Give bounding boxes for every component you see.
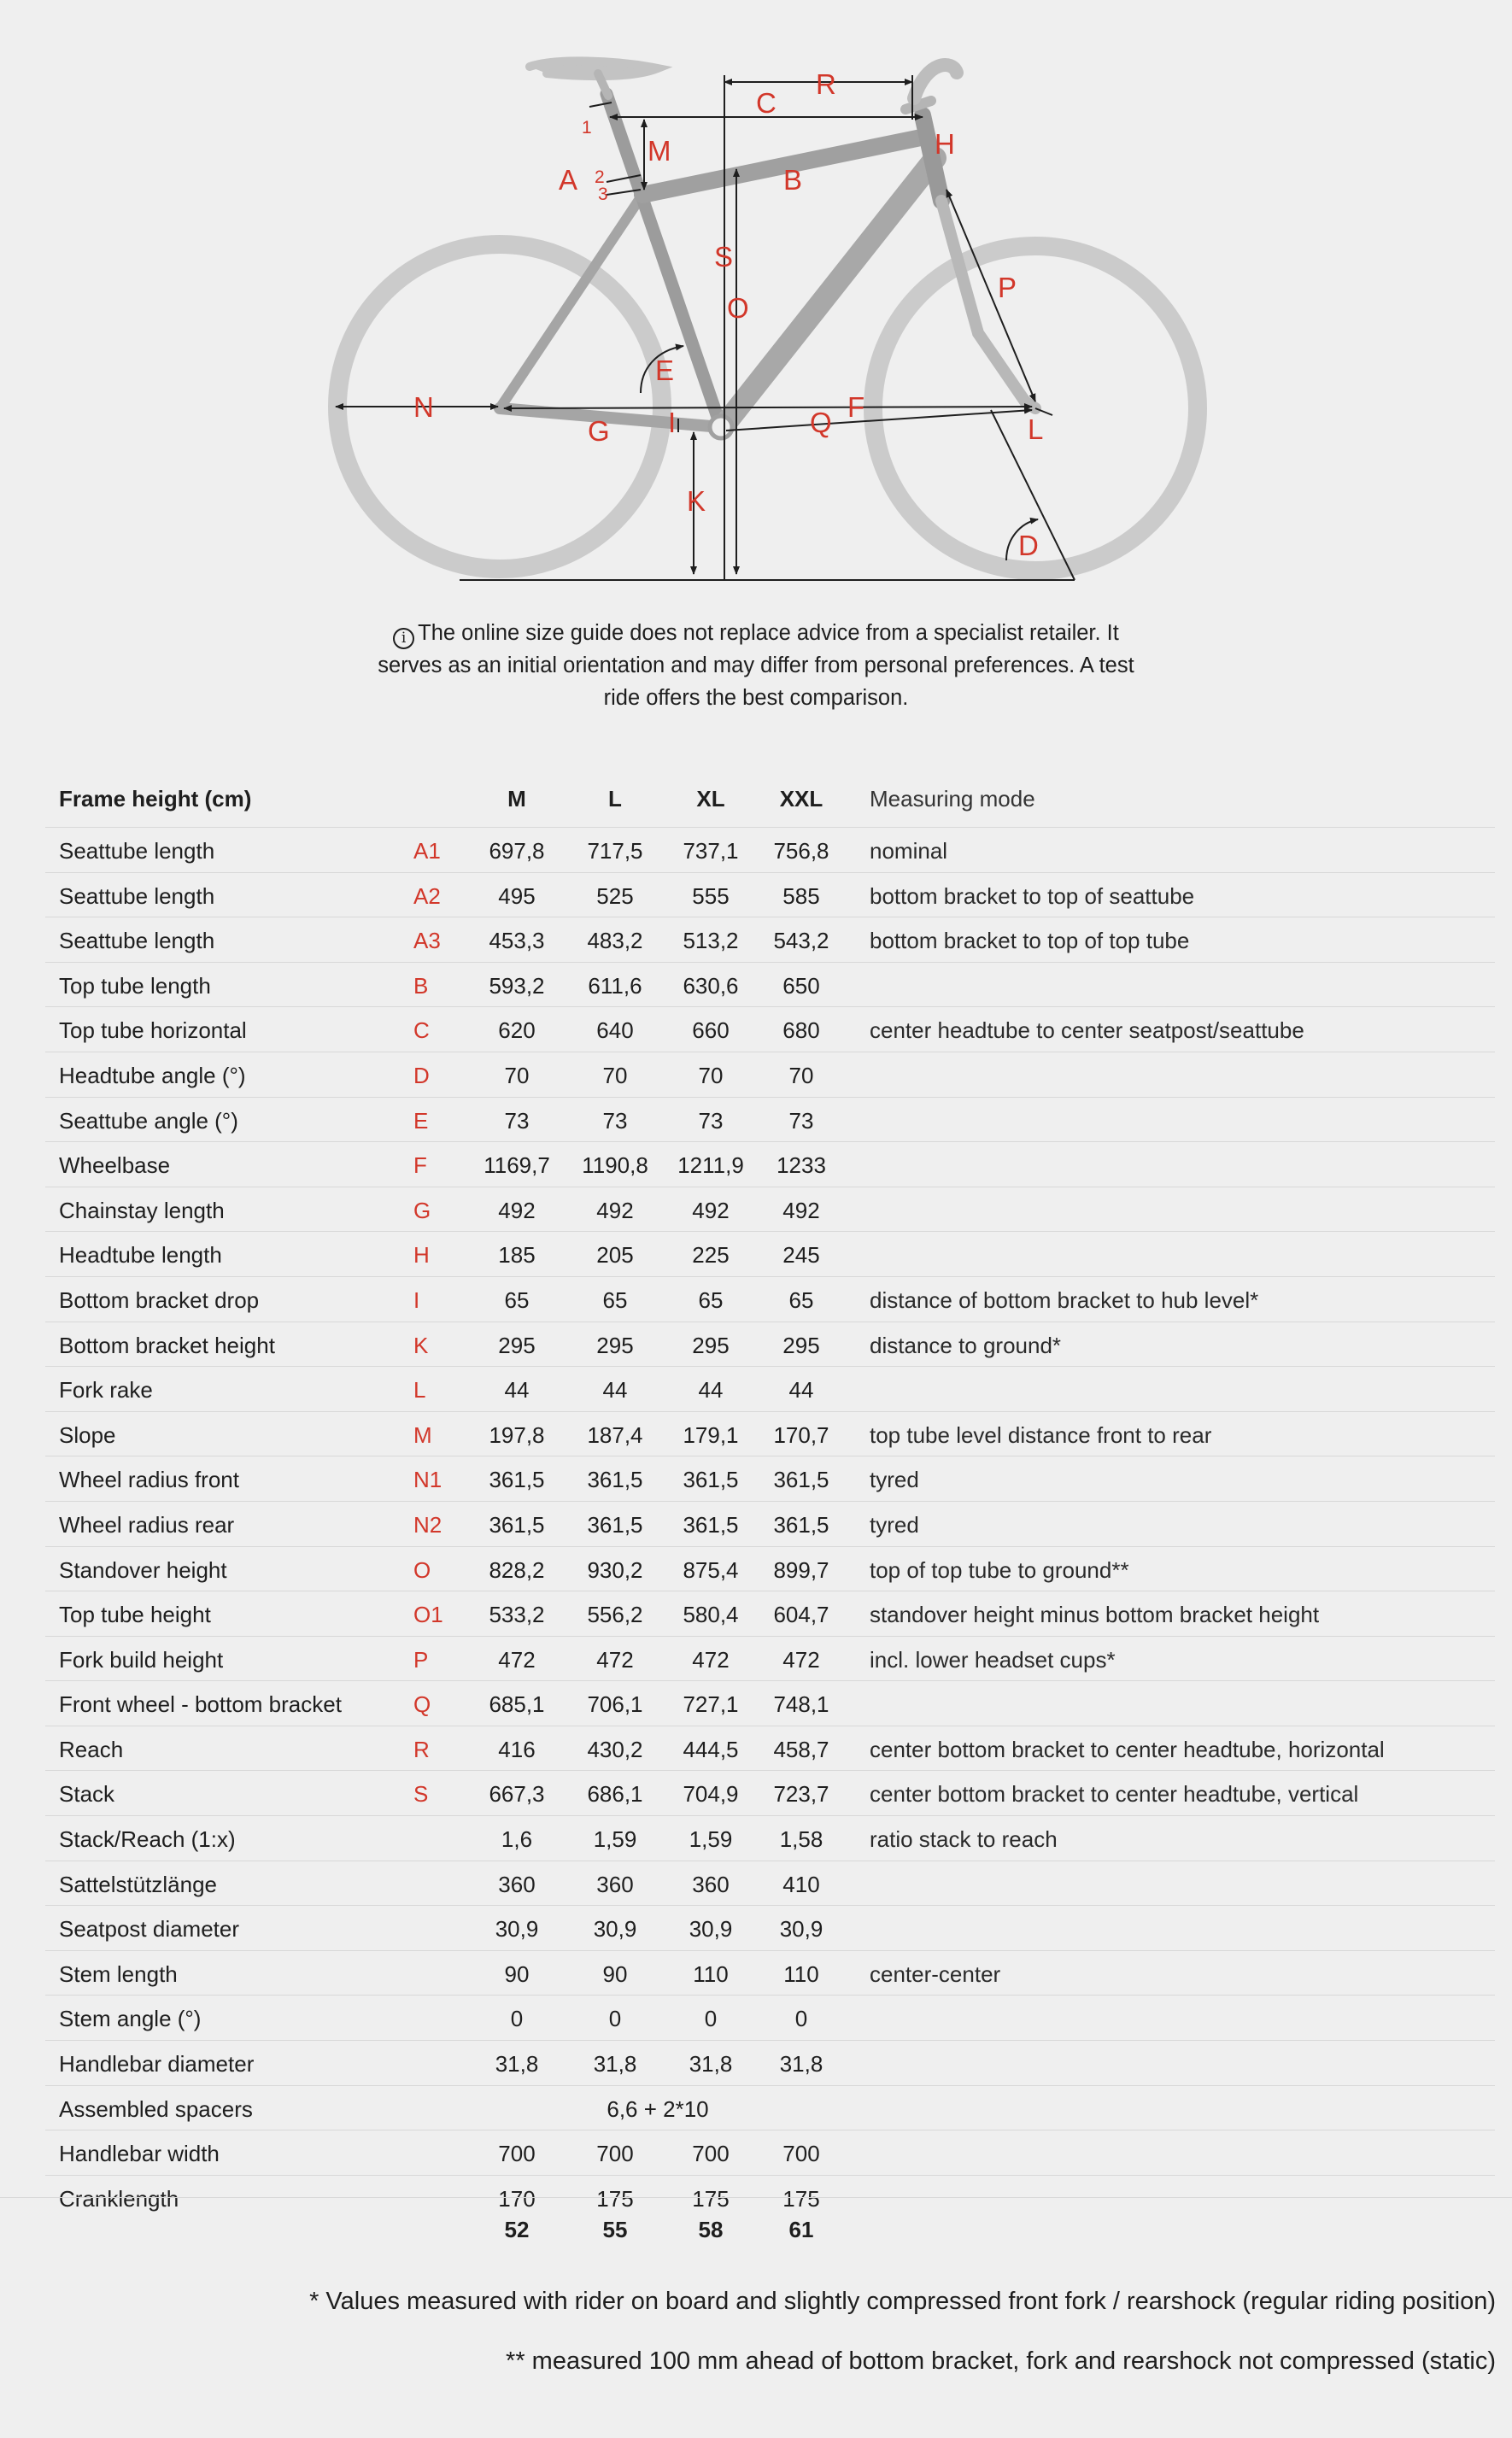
row-value-m: 65 [504,1286,530,1313]
row-label: Fork rake [59,1377,153,1404]
label-B: B [783,164,803,196]
row-value-m: 0 [510,2006,524,2032]
row-label: Assembled spacers [59,2095,253,2122]
row-value-l: 175 [596,2185,634,2212]
row-value-m: 73 [504,1107,530,1134]
table-header [0,777,1512,823]
label-O: O [727,292,749,324]
row-value-l: 73 [602,1107,628,1134]
label-H: H [935,128,955,160]
row-code: N1 [413,1467,442,1493]
label-1: 1 [582,118,592,138]
label-N: N [413,391,434,423]
row-value-xl: 700 [692,2141,730,2167]
row-mode: distance to ground* [870,1332,1062,1358]
frame-size-totals-row [0,2197,1512,2241]
row-label: Chainstay length [59,1197,225,1223]
row-value-xxl: 472 [782,1646,820,1673]
table-row [45,1366,1495,1411]
row-value-l: 65 [602,1286,628,1313]
row-label: Top tube height [59,1602,211,1628]
table-row [45,1905,1495,1950]
row-value-xxl: 1,58 [779,1826,823,1853]
row-value-l: 483,2 [587,928,643,954]
row-value-m: 453,3 [489,928,545,954]
table-row [45,1950,1495,1996]
row-value-l: 361,5 [587,1467,643,1493]
table-row [45,1322,1495,1367]
row-value-l: 492 [596,1197,634,1223]
row-code: D [413,1062,430,1088]
row-code: P [413,1646,429,1673]
row-value-l: 44 [602,1377,628,1404]
label-L: L [1028,413,1044,445]
row-mode: distance of bottom bracket to hub level* [870,1286,1259,1313]
row-mode: center headtube to center seatpost/seattube [870,1017,1304,1044]
row-value-xxl: 65 [788,1286,814,1313]
row-value-xl: 1211,9 [677,1152,744,1179]
row-value-l: 717,5 [587,838,643,864]
table-row [45,1770,1495,1815]
row-value-l: 611,6 [588,972,642,999]
notice-text: The online size guide does not replace advice from a specialist retailer. It serves as an initial orientation and may differ from personal preferences. A test ride offers the best comparison. [378,621,1134,710]
row-mode: center-center [870,1960,1001,1987]
row-value-xxl: 899,7 [773,1556,829,1583]
row-value-l: 525 [596,882,634,909]
row-mode: tyred [870,1511,919,1538]
row-value-l: 700 [596,2141,634,2167]
row-value-m: 170 [498,2185,536,2212]
row-value-xl: 444,5 [683,1736,739,1762]
row-value-xxl: 650 [782,972,820,999]
row-value-xxl: 700 [782,2141,820,2167]
table-row [45,1052,1495,1097]
row-value-xl: 44 [698,1377,724,1404]
label-E: E [655,355,675,386]
row-label: Wheel radius front [59,1467,239,1493]
table-row [45,962,1495,1007]
row-value-xl: 660 [692,1017,730,1044]
row-value-xxl: 245 [782,1242,820,1269]
label-G: G [588,415,610,447]
row-value-xxl: 295 [782,1332,820,1358]
row-label: Bottom bracket height [59,1332,275,1358]
label-P: P [998,272,1017,303]
row-value-xxl: 31,8 [779,2051,823,2078]
row-code: M [413,1421,432,1448]
row-value-l: 1190,8 [582,1152,648,1179]
row-mode: nominal [870,838,948,864]
table-row [45,1546,1495,1591]
row-value-xl: 361,5 [683,1511,739,1538]
label-Q: Q [810,407,832,438]
total-l: 55 [602,2217,628,2242]
row-mode: ratio stack to reach [870,1826,1058,1853]
row-value-l: 1,59 [593,1826,637,1853]
total-xxl: 61 [788,2217,814,2242]
row-value-m: 31,8 [495,2051,539,2078]
row-value-m: 361,5 [489,1467,545,1493]
row-mode: center bottom bracket to center headtube, horizontal [870,1736,1385,1762]
row-label: Headtube length [59,1242,222,1269]
row-value-xl: 0 [704,2006,718,2032]
label-D: D [1018,530,1039,561]
row-label: Front wheel - bottom bracket [59,1691,342,1718]
footnote-double-asterisk: ** measured 100 mm ahead of bottom bracket, fork and rearshock not compressed (static) [506,2347,1496,2375]
row-label: Top tube horizontal [59,1017,247,1044]
row-value-l: 706,1 [587,1691,643,1718]
row-label: Reach [59,1736,124,1762]
table-row [45,2130,1495,2175]
row-value-xl: 360 [692,1871,730,1897]
geometry-table [0,827,1512,2219]
row-value-xl: 175 [692,2185,730,2212]
label-I: I [668,407,677,438]
row-value-xxl: 585 [782,882,820,909]
row-mode: incl. lower headset cups* [870,1646,1116,1673]
row-code: O [413,1556,431,1583]
row-code: I [413,1286,420,1313]
row-label: Headtube angle (°) [59,1062,246,1088]
header-size-xl: XL [696,786,725,812]
total-xl: 58 [698,2217,724,2242]
row-value-m: 361,5 [489,1511,545,1538]
table-row [45,2085,1495,2130]
label-C: C [756,87,777,119]
row-value-xxl: 0 [794,2006,808,2032]
row-value-m: 197,8 [489,1421,545,1448]
label-K: K [687,485,706,517]
table-row [45,1411,1495,1456]
row-code: K [413,1332,429,1358]
header-size-xxl: XXL [779,786,823,812]
table-row [45,872,1495,917]
row-value-l: 90 [602,1960,628,1987]
row-value-l: 295 [596,1332,634,1358]
label-A: A [559,164,578,196]
table-row [45,1680,1495,1726]
row-value-xxl: 110 [783,1960,819,1987]
header-measuring-mode: Measuring mode [870,786,1035,812]
table-row [45,1006,1495,1052]
row-value-xl: 31,8 [689,2051,733,2078]
row-code: L [413,1377,426,1404]
label-2: 2 [595,167,605,187]
row-value-xxl: 1233 [777,1152,826,1179]
table-row [45,1591,1495,1636]
row-value-xxl: 70 [788,1062,814,1088]
row-value-l: 31,8 [593,2051,637,2078]
row-code: Q [413,1691,431,1718]
row-value-m: 360 [498,1871,536,1897]
row-code: A3 [413,928,441,954]
row-label: Fork build height [59,1646,224,1673]
label-F: F [847,391,865,423]
row-value-xl: 875,4 [683,1556,739,1583]
row-value-m: 70 [504,1062,530,1088]
row-label: Seattube length [59,928,215,954]
row-value-xl: 1,59 [689,1826,733,1853]
label-M: M [648,135,671,167]
row-code: N2 [413,1511,442,1538]
row-value-l: 361,5 [587,1511,643,1538]
row-value-xxl: 175 [782,2185,820,2212]
row-value-xl: 555 [692,882,730,909]
label-R: R [816,68,836,100]
row-code: A2 [413,882,441,909]
row-value-xxl: 361,5 [773,1467,829,1493]
table-row [45,1726,1495,1771]
header-size-l: L [608,786,622,812]
row-value-m: 620 [498,1017,536,1044]
row-value-xxl: 723,7 [773,1781,829,1808]
row-code: C [413,1017,430,1044]
row-label: Handlebar width [59,2141,220,2167]
row-value-xl: 704,9 [683,1781,739,1808]
row-value-l: 686,1 [587,1781,643,1808]
row-value-m: 90 [504,1960,530,1987]
row-value-m: 667,3 [489,1781,545,1808]
table-row [45,1456,1495,1501]
row-value-xxl: 492 [782,1197,820,1223]
row-label: Wheel radius rear [59,1511,235,1538]
row-value-xxl: 30,9 [779,1916,823,1943]
row-value-xl: 737,1 [683,838,739,864]
row-mode: bottom bracket to top of top tube [870,928,1190,954]
row-value-m: 492 [498,1197,536,1223]
row-value-m: 533,2 [489,1602,545,1628]
row-value-xl: 472 [692,1646,730,1673]
row-value-xl: 630,6 [683,972,739,999]
footnote-single-asterisk: * Values measured with rider on board and slightly compressed front fork / rearshock (regular riding position) [309,2288,1496,2315]
row-mode: center bottom bracket to center headtube, vertical [870,1781,1359,1808]
row-value-l: 30,9 [593,1916,637,1943]
table-row [45,827,1495,872]
size-guide-notice [372,617,1140,714]
row-label: Wheelbase [59,1152,171,1179]
row-value-xl: 295 [692,1332,730,1358]
row-mode: bottom bracket to top of seattube [870,882,1195,909]
row-value-xxl: 680 [782,1017,820,1044]
row-value-xl: 225 [692,1242,730,1269]
table-row [45,1097,1495,1142]
label-S: S [714,241,734,273]
row-value-xxl: 756,8 [773,838,829,864]
table-row [45,1995,1495,2040]
row-value-xl: 73 [698,1107,724,1134]
row-value-m: 44 [504,1377,530,1404]
row-value-m: 185 [498,1242,536,1269]
row-code: O1 [413,1602,443,1628]
row-value-xxl: 44 [788,1377,814,1404]
row-value-xl: 179,1 [683,1421,739,1448]
row-code: G [413,1197,431,1223]
row-value-l: 640 [596,1017,634,1044]
table-row [45,1636,1495,1681]
row-value-xxl: 361,5 [773,1511,829,1538]
row-code: E [413,1107,429,1134]
row-value-m: 30,9 [495,1916,539,1943]
row-code: A1 [413,838,441,864]
row-mode: top of top tube to ground** [870,1556,1129,1583]
row-code: F [413,1152,427,1179]
table-row [45,1231,1495,1276]
table-row [45,1276,1495,1322]
row-label: Sattelstützlänge [59,1871,218,1897]
table-row [45,1141,1495,1187]
table-row [45,917,1495,962]
row-label: Stem length [59,1960,178,1987]
row-value-l: 360 [596,1871,634,1897]
row-value-l: 930,2 [587,1556,643,1583]
row-label: Seattube length [59,882,215,909]
row-value-l: 430,2 [587,1736,643,1762]
row-value-xl: 727,1 [683,1691,739,1718]
row-label: Standover height [59,1556,227,1583]
row-value-m: 828,2 [489,1556,545,1583]
table-row [45,1501,1495,1546]
row-label: Seattube angle (°) [59,1107,238,1134]
row-value-xxl: 410 [782,1871,820,1897]
row-value-m: 472 [498,1646,536,1673]
row-value-xxl: 73 [788,1107,814,1134]
row-label: Stem angle (°) [59,2006,202,2032]
row-value-xxl: 170,7 [773,1421,829,1448]
row-value-merged: 6,6 + 2*10 [607,2095,709,2122]
row-value-l: 0 [608,2006,622,2032]
row-label: Cranklength [59,2185,179,2212]
row-code: S [413,1781,429,1808]
table-row [45,1187,1495,1232]
row-label: Stack [59,1781,115,1808]
table-row [45,1815,1495,1861]
row-mode: tyred [870,1467,919,1493]
label-3: 3 [598,185,608,204]
row-value-xxl: 748,1 [773,1691,829,1718]
info-icon: i [393,628,414,649]
table-row [45,1861,1495,1906]
row-value-xl: 65 [698,1286,724,1313]
row-value-xl: 513,2 [683,928,739,954]
row-value-m: 685,1 [489,1691,545,1718]
row-label: Handlebar diameter [59,2051,255,2078]
row-value-m: 1169,7 [483,1152,550,1179]
header-frame-height: Frame height (cm) [59,786,252,812]
row-value-l: 70 [602,1062,628,1088]
row-value-xl: 70 [698,1062,724,1088]
header-size-m: M [507,786,526,812]
row-value-l: 472 [596,1646,634,1673]
row-code: B [413,972,429,999]
row-value-m: 697,8 [489,838,545,864]
row-value-xl: 580,4 [683,1602,739,1628]
row-value-m: 495 [498,882,536,909]
row-value-xxl: 543,2 [773,928,829,954]
total-m: 52 [504,2217,530,2242]
row-mode: top tube level distance front to rear [870,1421,1212,1448]
row-value-m: 295 [498,1332,536,1358]
row-value-m: 593,2 [489,972,545,999]
row-value-m: 416 [498,1736,536,1762]
bike-geometry-diagram [0,0,1512,598]
row-value-xl: 361,5 [683,1467,739,1493]
row-label: Seatpost diameter [59,1916,240,1943]
row-value-m: 700 [498,2141,536,2167]
row-value-l: 556,2 [587,1602,643,1628]
row-value-xxl: 458,7 [773,1736,829,1762]
row-code: R [413,1736,430,1762]
row-value-xl: 30,9 [689,1916,733,1943]
row-label: Bottom bracket drop [59,1286,260,1313]
row-value-l: 187,4 [587,1421,643,1448]
row-code: H [413,1242,430,1269]
row-value-xl: 110 [693,1960,729,1987]
table-row [45,2040,1495,2085]
row-mode: standover height minus bottom bracket height [870,1602,1320,1628]
row-value-xl: 492 [692,1197,730,1223]
row-label: Stack/Reach (1:x) [59,1826,236,1853]
row-value-l: 205 [596,1242,634,1269]
row-value-m: 1,6 [501,1826,533,1853]
row-label: Slope [59,1421,116,1448]
row-label: Seattube length [59,838,215,864]
row-value-xxl: 604,7 [773,1602,829,1628]
row-label: Top tube length [59,972,211,999]
